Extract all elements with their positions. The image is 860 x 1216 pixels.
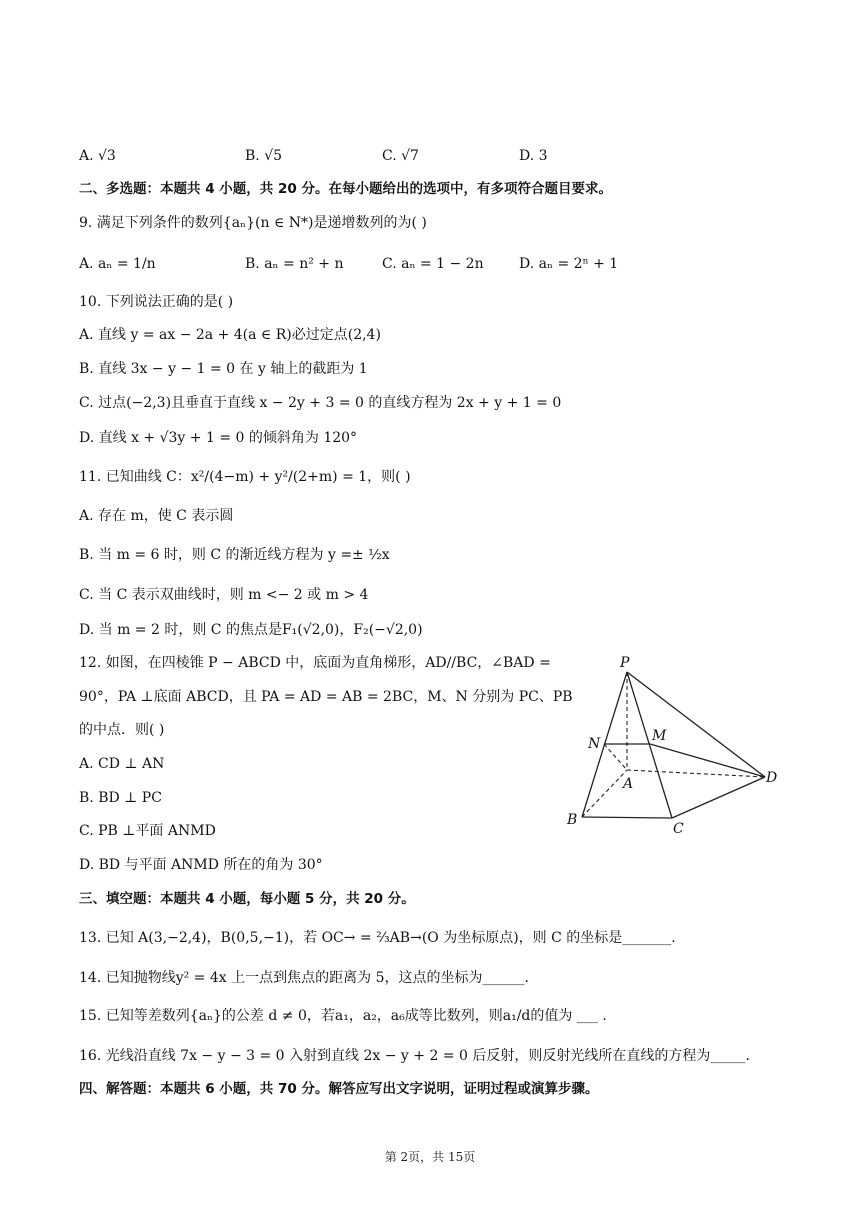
q8-option-c: C. √7 <box>382 148 419 164</box>
q16-text: 16. 光线沿直线 7x − y − 3 = 0 入射到直线 2x − y + 2 = 0 后反射，则反射光线所在直线的方程为_____. <box>79 1048 750 1064</box>
edge-pc <box>627 672 672 818</box>
q10-option-a: A. 直线 y = ax − 2a + 4(a ∈ R)必过定点(2,4) <box>79 327 381 343</box>
q11-option-d: D. 当 m = 2 时，则 C 的焦点是F₁(√2,0)，F₂(−√2,0) <box>79 622 423 638</box>
edge-bc <box>582 817 672 818</box>
label-a: A <box>623 776 634 792</box>
q11-stem: 11. 已知曲线 C：x²/(4−m) + y²/(2+m) = 1，则( ) <box>79 469 411 485</box>
section3-header: 三、填空题：本题共 4 小题，每小题 5 分，共 20 分。 <box>79 891 415 907</box>
q10-stem: 10. 下列说法正确的是( ) <box>79 294 234 310</box>
label-b: B <box>567 812 578 828</box>
q12-option-d: D. BD 与平面 ANMD 所在的角为 30° <box>79 857 323 873</box>
q9-option-c: C. aₙ = 1 − 2n <box>382 256 484 272</box>
q14-text: 14. 已知抛物线y² = 4x 上一点到焦点的距离为 5，这点的坐标为______. <box>79 970 529 986</box>
q12-option-c: C. PB ⊥平面 ANMD <box>79 823 216 839</box>
q8-option-b: B. √5 <box>245 148 283 164</box>
label-c: C <box>673 821 684 837</box>
label-p: P <box>620 655 630 671</box>
section4-header: 四、解答题：本题共 6 小题，共 70 分。解答应写出文字说明，证明过程或演算步骤。 <box>79 1081 599 1097</box>
page-footer: 第 2页，共 15页 <box>384 1150 476 1164</box>
label-n: N <box>588 736 601 752</box>
q11-option-a: A. 存在 m，使 C 表示圆 <box>79 508 234 524</box>
q10-option-d: D. 直线 x + √3y + 1 = 0 的倾斜角为 120° <box>79 430 358 446</box>
q12-stem-line-2: 90°，PA ⊥底面 ABCD，且 PA = AD = AB = 2BC，M、N 分别为 PC、PB <box>79 689 573 705</box>
edge-cd <box>672 777 765 818</box>
q10-option-b: B. 直线 3x − y − 1 = 0 在 y 轴上的截距为 1 <box>79 361 368 377</box>
q9-option-d: D. aₙ = 2ⁿ + 1 <box>519 256 619 272</box>
q12-option-a: A. CD ⊥ AN <box>79 756 165 772</box>
edge-na-hidden <box>604 744 627 770</box>
q9-option-b: B. aₙ = n² + n <box>245 256 344 272</box>
q11-option-c: C. 当 C 表示双曲线时，则 m <− 2 或 m > 4 <box>79 587 369 603</box>
q8-option-a: A. √3 <box>79 148 116 164</box>
q12-stem-line-1: 12. 如图，在四棱锥 P − ABCD 中，底面为直角梯形，AD//BC，∠BAD = <box>79 655 551 671</box>
section2-header: 二、多选题：本题共 4 小题，共 20 分。在每小题给出的选项中，有多项符合题目要求。 <box>79 181 612 197</box>
q9-stem: 9. 满足下列条件的数列{aₙ}(n ∈ N*)是递增数列的为( ) <box>79 215 427 231</box>
q11-option-b: B. 当 m = 6 时，则 C 的渐近线方程为 y =± ½x <box>79 547 390 563</box>
label-d: D <box>766 770 778 786</box>
q15-text: 15. 已知等差数列{aₙ}的公差 d ≠ 0，若a₁，a₂，a₆成等比数列，则a₁/d的值为 ___ . <box>79 1008 607 1024</box>
q12-stem-line-3: 的中点．则( ) <box>79 722 165 738</box>
label-m: M <box>652 728 667 744</box>
q13-text: 13. 已知 A(3,−2,4)，B(0,5,−1)，若 OC→ = ⅔AB→(O 为坐标原点)，则 C 的坐标是_______. <box>79 930 676 946</box>
q9-option-a: A. aₙ = 1/n <box>79 256 156 272</box>
edge-pd <box>627 672 765 777</box>
q8-option-d: D. 3 <box>519 148 548 164</box>
pyramid-figure <box>560 650 790 840</box>
q10-option-c: C. 过点(−2,3)且垂直于直线 x − 2y + 3 = 0 的直线方程为 2x + y + 1 = 0 <box>79 395 562 411</box>
q12-option-b: B. BD ⊥ PC <box>79 790 162 806</box>
edge-md <box>650 744 765 777</box>
